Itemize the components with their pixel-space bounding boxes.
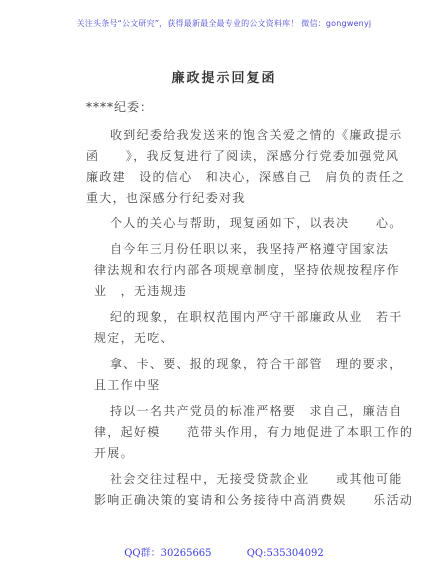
paragraph-line: 规定，无吃、 [94,331,174,345]
page-title: 廉政提示回复函 [171,71,277,86]
paragraph-line: 业 ，无违规违 [94,284,188,298]
paragraph-line: 且工作中坚 [94,378,161,392]
greeting: ****纪委： [86,100,154,114]
header-notice: 关注头条号“公文研究”，获得最新最全最专业的公文资料库！ 微信：gongwenyj [76,19,372,28]
paragraph-line: 开展。 [94,446,134,460]
paragraph-line: 律法规和农行内部各项规章制度，坚持依规按程序作 [94,263,400,277]
paragraph-line: 拿、卡、要、报的现象，符合干部管 理的要求， [110,357,403,371]
paragraph-line: 纪的现象，在职权范围内严守干部廉政从业 若干 [110,310,403,324]
paragraph-line: 个人的关心与帮助，现复函如下，以表决 心。 [110,216,403,230]
paragraph-line: 函 》，我反复进行了阅读，深感分行党委加强党风 [86,149,400,163]
paragraph-line: 廉政建 设的信心 和决心，深感自己 肩负的责任之 [86,170,406,184]
paragraph-line: 律，起好模 范带头作用，有力地促进了本职工作的 [94,425,414,439]
paragraph-line: 影响正确决策的宴请和公务接待中高消费娱 乐活动 [94,493,414,507]
qq-text: QQ:535304092 [246,548,324,559]
paragraph-line: 自今年三月份任职以来，我坚持严格遵守国家法 [110,242,390,256]
paragraph-line: 社会交往过程中，无接受贷款企业 或其他可能 [110,472,403,486]
footer-contact [0,544,448,559]
qq-group-text: QQ群：30265665 [124,548,212,559]
paragraph-line: 收到纪委给我发送来的饱含关爱之情的《廉政提示 [110,128,403,142]
paragraph-line: 持以一名共产党员的标准严格要 求自己，廉洁自 [110,404,403,418]
paragraph-line: 重大，也深感分行纪委对我 [86,191,246,205]
